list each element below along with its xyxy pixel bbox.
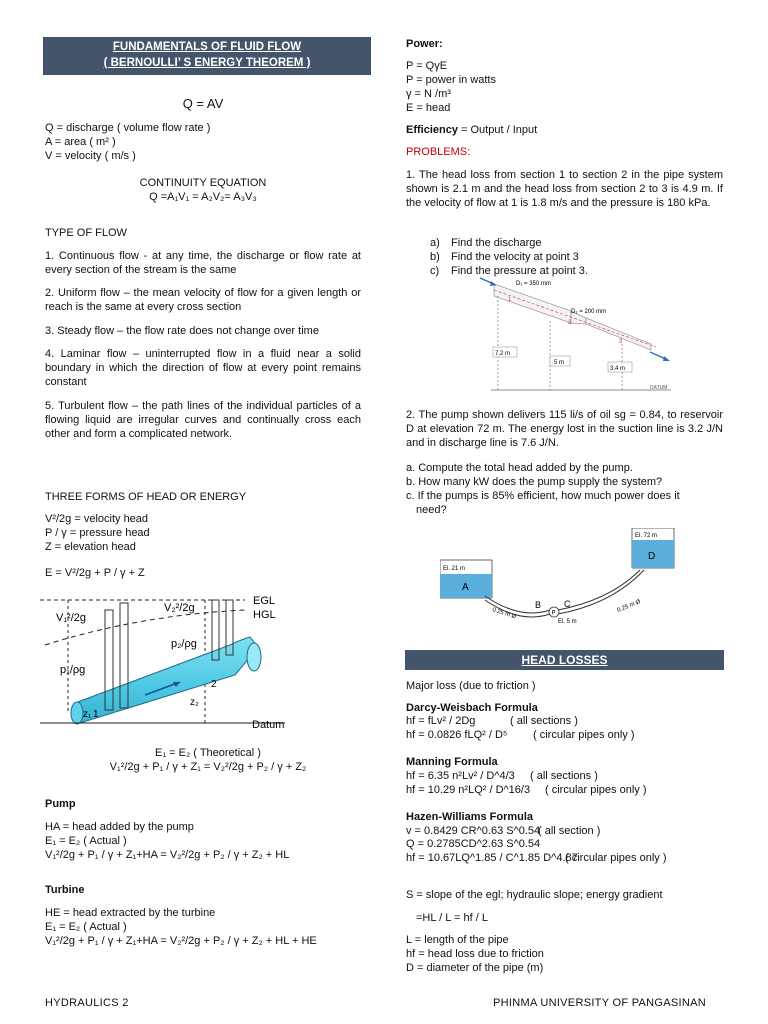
head-form-item: Z = elevation head xyxy=(45,541,136,553)
footer-right: PHINMA UNIVERSITY OF PANGASINAN xyxy=(493,997,707,1009)
pipe-inlet xyxy=(71,702,83,724)
z1-label: z₁ xyxy=(83,709,92,720)
main-equation: Q = AV xyxy=(182,96,224,111)
footer-left: HYDRAULICS 2 xyxy=(45,997,129,1009)
fig2-B-label: B xyxy=(535,600,542,610)
problem-part: c. If the pumps is 85% efficient, how much power does it xyxy=(406,490,680,502)
pump-heading: Pump xyxy=(45,798,76,810)
fig1-datum-label: DATUM xyxy=(650,385,668,391)
turbine-line: E₁ = E₂ ( Actual ) xyxy=(45,921,127,933)
fig2-pipe-2-label: 0.25 m Ø xyxy=(616,599,642,614)
flow-type-item: 4. Laminar flow – uninterrupted flow in a fluid near a solid boundary in which the direction of flow at every point remains constant xyxy=(45,348,361,388)
outflow-arrow-head xyxy=(663,356,670,361)
problem-2-parts xyxy=(406,461,726,517)
fig1-h2-label: 5 m xyxy=(554,360,565,366)
problem-part: b. How many kW does the pump supply the system? xyxy=(406,476,663,488)
fig1-point-1: 1 xyxy=(508,297,512,303)
continuity-title: CONTINUITY EQUATION xyxy=(139,177,267,189)
power-line: P = QγE xyxy=(406,60,448,72)
slope-definition: S = slope of the egl; hydraulic slope; energy gradient xyxy=(406,889,663,901)
slope-equation: =HL / L = hf / L xyxy=(416,912,488,924)
p2-label: p₂/ρg xyxy=(171,638,197,650)
fig1-h3-label: 3.4 m xyxy=(610,366,626,372)
continuity-equation: Q =A₁V₁ = A₂V₂= A₃V₃ xyxy=(149,191,257,203)
point-2-label: 2 xyxy=(211,679,217,690)
efficiency-label: Efficiency xyxy=(406,124,458,136)
darcy-title: Darcy-Weisbach Formula xyxy=(406,702,538,714)
title-banner xyxy=(43,37,371,75)
problem-part: a) Find the discharge xyxy=(430,237,542,249)
power-line: E = head xyxy=(406,102,451,114)
efficiency-line xyxy=(406,123,537,137)
title-line-2: ( BERNOULLI’ S ENERGY THEOREM ) xyxy=(103,57,311,69)
manning-note-2: ( circular pipes only ) xyxy=(545,784,647,796)
problem-part-cont: need? xyxy=(416,504,447,516)
manning-title: Manning Formula xyxy=(406,756,498,768)
energy-equation: E = V²/2g + P / γ + Z xyxy=(45,567,145,579)
pump-line: HA = head added by the pump xyxy=(45,821,194,833)
manning-eq-1: hf = 6.35 n²Lv² / D^4/3 xyxy=(406,770,515,782)
hgl-label: HGL xyxy=(253,609,276,621)
pipe-centerline xyxy=(494,290,656,347)
power-heading: Power: xyxy=(406,38,443,50)
problems-heading: PROBLEMS: xyxy=(406,146,471,158)
fig1-d1-label: D₁ = 350 mm xyxy=(516,281,551,287)
hazen-eq-1: v = 0.8429 CR^0.63 S^0.54 xyxy=(406,825,541,837)
problem-2-figure xyxy=(440,528,690,628)
power-line: P = power in watts xyxy=(406,74,496,86)
hazen-note-1: ( all section ) xyxy=(538,825,601,837)
darcy-note-2: ( circular pipes only ) xyxy=(533,729,635,741)
pump-line: V₁²/2g + P₁ / γ + Z₁+HA = V₂²/2g + P₂ / γ + Z₂ + HL xyxy=(45,849,290,861)
loss-def: D = diameter of the pipe (m) xyxy=(406,962,544,974)
fig2-elA-label: El. 21 m xyxy=(443,566,466,572)
pipe-outlet xyxy=(247,643,261,671)
loss-def: L = length of the pipe xyxy=(406,934,509,946)
darcy-note-1: ( all sections ) xyxy=(510,715,578,727)
p1-label: p₁/ρg xyxy=(60,664,86,676)
power-lines xyxy=(406,59,706,115)
head-form-item: P / γ = pressure head xyxy=(45,527,150,539)
title-line-1: FUNDAMENTALS OF FLUID FLOW xyxy=(112,41,302,53)
head-form-item: V²/2g = velocity head xyxy=(45,513,149,525)
head-forms-list xyxy=(45,512,345,554)
fig2-A-label: A xyxy=(462,582,469,593)
pump-line: E₁ = E₂ ( Actual ) xyxy=(45,835,127,847)
major-loss-label: Major loss (due to friction ) xyxy=(406,680,536,692)
flow-type-item: 3. Steady flow – the flow rate does not change over time xyxy=(45,325,319,337)
point-1-label: 1 xyxy=(93,709,99,720)
fig2-P-label: P xyxy=(551,610,556,617)
head-forms-heading: THREE FORMS OF HEAD OR ENERGY xyxy=(45,491,247,503)
flow-type-item: 2. Uniform flow – the mean velocity of flow for a given length or reach is the same at every cross section xyxy=(45,287,361,313)
problem-1-figure xyxy=(476,276,676,396)
head-losses-banner xyxy=(405,650,724,670)
darcy-eq-1: hf = fLv² / 2Dg xyxy=(406,715,476,727)
datum-label: Datum xyxy=(252,719,285,731)
def-line: V = velocity ( m/s ) xyxy=(45,150,136,162)
problem-2-text: 2. The pump shown delivers 115 li/s of oil sg = 0.84, to reservoir D at elevation 72 m. The energy lost in the suction line is 3.2 J/N and in discharge line is 7.6 J/N. xyxy=(406,409,723,449)
hazen-title: Hazen-Williams Formula xyxy=(406,811,534,823)
problem-part: c) Find the pressure at point 3. xyxy=(430,265,588,277)
loss-defs xyxy=(406,933,706,975)
problem-part: b) Find the velocity at point 3 xyxy=(430,251,579,263)
fig2-D-label: D xyxy=(648,551,656,562)
type-of-flow-heading: TYPE OF FLOW xyxy=(45,227,127,239)
manning-eq-2: hf = 10.29 n²LQ² / D^16/3 xyxy=(406,784,531,796)
problem-part: a. Compute the total head added by the pump. xyxy=(406,462,633,474)
turbine-line: HE = head extracted by the turbine xyxy=(45,907,216,919)
hazen-eq-3: hf = 10.67LQ^1.85 / C^1.85 D^4.87 xyxy=(406,852,578,864)
v2-label: V₂²/2g xyxy=(164,602,195,614)
bernoulli-diagram xyxy=(40,585,365,735)
v1-label: V₁²/2g xyxy=(56,612,87,624)
head-losses-title: HEAD LOSSES xyxy=(521,653,608,667)
loss-def: hf = head loss due to friction xyxy=(406,948,544,960)
def-line: Q = discharge ( volume flow rate ) xyxy=(45,122,211,134)
fig1-d2-label: D₂ = 200 mm xyxy=(571,309,607,315)
hazen-eq-2: Q = 0.2785CD^2.63 S^0.54 xyxy=(406,838,541,850)
power-line: γ = N /m³ xyxy=(406,88,451,100)
continuity-section xyxy=(43,176,363,204)
egl-label: EGL xyxy=(253,595,276,607)
turbine-line: V₁²/2g + P₁ / γ + Z₁+HA = V₂²/2g + P₂ / γ + Z₂ + HL + HE xyxy=(45,935,317,947)
fig2-elD-label: El. 72 m xyxy=(635,533,658,539)
hazen-note-3: ( circular pipes only ) xyxy=(565,852,667,864)
fig1-h1-label: 7.2 m xyxy=(495,351,511,357)
manning-note-1: ( all sections ) xyxy=(530,770,598,782)
flow-type-item: 1. Continuous flow - at any time, the discharge or flow rate at every section of the stream is the same xyxy=(45,250,361,276)
problem-1-parts xyxy=(430,236,710,278)
theoretical-line-1: E₁ = E₂ ( Theoretical ) xyxy=(155,747,261,759)
turbine-heading: Turbine xyxy=(45,884,85,896)
pipe-body xyxy=(75,637,258,723)
flow-type-item: 5. Turbulent flow – the path lines of the individual particles of a flowing liquid are irregular curves and continually cross each other and form a complicated network. xyxy=(45,400,361,440)
efficiency-formula: = Output / Input xyxy=(457,124,538,136)
fig2-el-pump-label: El. 5 m xyxy=(558,619,577,625)
pump-lines xyxy=(45,820,375,862)
fig2-pipe-1-label: 0.25 m Ø xyxy=(491,607,517,621)
fig1-point-3: 3 xyxy=(619,339,623,345)
theoretical-line-2: V₁²/2g + P₁ / γ + Z₁ = V₂²/2g + P₂ / γ + Z₂ xyxy=(109,761,307,773)
definitions xyxy=(45,121,365,163)
fig1-point-2: 2 xyxy=(568,320,572,326)
problem-1-text: 1. The head loss from section 1 to section 2 in the pipe system shown is 2.1 m and the head loss from section 2 to 3 is 4.9 m. If the velocity of flow at 1 is 1.8 m/s and the pressure is 180 kPa. xyxy=(406,169,723,209)
def-line: A = area ( m² ) xyxy=(45,136,116,148)
darcy-eq-2: hf = 0.0826 fLQ² / D⁵ xyxy=(406,729,508,741)
z2-label: z₂ xyxy=(190,697,199,708)
turbine-lines xyxy=(45,906,375,948)
theoretical-section xyxy=(43,746,373,774)
fig2-C-label: C xyxy=(564,599,571,609)
